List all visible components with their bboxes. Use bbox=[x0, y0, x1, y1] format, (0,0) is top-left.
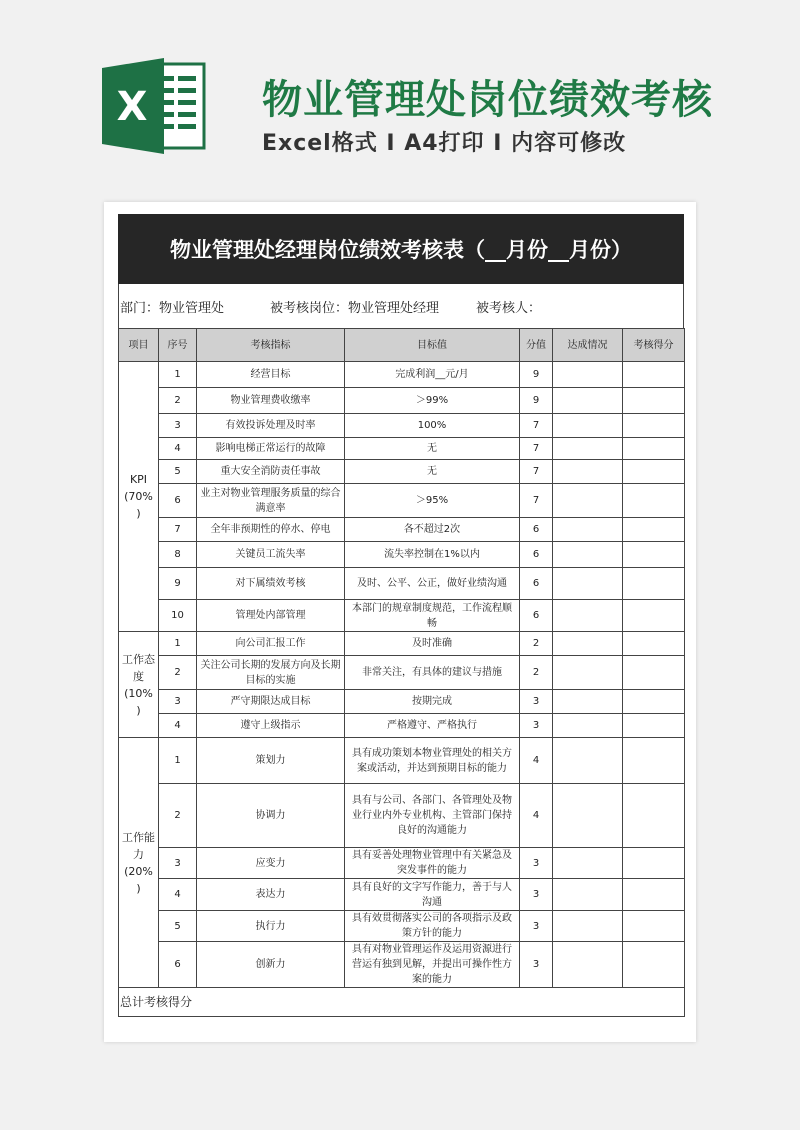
final-score-cell[interactable] bbox=[623, 632, 685, 656]
achievement-cell[interactable] bbox=[553, 388, 623, 414]
score-cell: 3 bbox=[520, 911, 553, 942]
table-row bbox=[119, 848, 685, 879]
table-row bbox=[119, 542, 685, 568]
achievement-cell[interactable] bbox=[553, 848, 623, 879]
index-cell: 4 bbox=[159, 714, 197, 738]
final-score-cell[interactable] bbox=[623, 542, 685, 568]
table-row bbox=[119, 362, 685, 388]
final-score-cell[interactable] bbox=[623, 714, 685, 738]
target-cell: 本部门的规章制度规范，工作流程顺畅 bbox=[345, 600, 520, 632]
target-cell: 非常关注，有具体的建议与措施 bbox=[345, 656, 520, 690]
indicator-cell: 向公司汇报工作 bbox=[197, 632, 345, 656]
final-score-cell[interactable] bbox=[623, 911, 685, 942]
score-cell: 3 bbox=[520, 879, 553, 911]
table-row bbox=[119, 600, 685, 632]
target-cell: 具有与公司、各部门、各管理处及物业行业内外专业机构、主管部门保持良好的沟通能力 bbox=[345, 784, 520, 848]
indicator-cell: 协调力 bbox=[197, 784, 345, 848]
score-cell: 3 bbox=[520, 690, 553, 714]
index-cell: 10 bbox=[159, 600, 197, 632]
indicator-cell: 严守期限达成目标 bbox=[197, 690, 345, 714]
achievement-cell[interactable] bbox=[553, 438, 623, 460]
achievement-cell[interactable] bbox=[553, 656, 623, 690]
target-cell: 完成利润__元/月 bbox=[345, 362, 520, 388]
final-score-cell[interactable] bbox=[623, 942, 685, 988]
column-header: 目标值 bbox=[345, 329, 520, 362]
final-score-cell[interactable] bbox=[623, 484, 685, 518]
table-row bbox=[119, 879, 685, 911]
achievement-cell[interactable] bbox=[553, 460, 623, 484]
target-cell: 无 bbox=[345, 438, 520, 460]
final-score-cell[interactable] bbox=[623, 600, 685, 632]
indicator-cell: 管理处内部管理 bbox=[197, 600, 345, 632]
index-cell: 9 bbox=[159, 568, 197, 600]
achievement-cell[interactable] bbox=[553, 738, 623, 784]
position-label: 被考核岗位：物业管理处经理 bbox=[270, 300, 440, 316]
indicator-cell: 创新力 bbox=[197, 942, 345, 988]
final-score-cell[interactable] bbox=[623, 568, 685, 600]
table-row bbox=[119, 632, 685, 656]
department-label: 部门：物业管理处 bbox=[120, 300, 225, 316]
achievement-cell[interactable] bbox=[553, 542, 623, 568]
table-row bbox=[119, 518, 685, 542]
target-cell: 具有妥善处理物业管理中有关紧急及突发事件的能力 bbox=[345, 848, 520, 879]
score-cell: 6 bbox=[520, 568, 553, 600]
table-row bbox=[119, 414, 685, 438]
page-title: 物业管理处岗位绩效考核 bbox=[262, 77, 713, 123]
total-row bbox=[119, 988, 685, 1017]
index-cell: 4 bbox=[159, 438, 197, 460]
column-header: 项目 bbox=[119, 329, 159, 362]
info-row bbox=[118, 284, 684, 328]
index-cell: 3 bbox=[159, 690, 197, 714]
indicator-cell: 关注公司长期的发展方向及长期目标的实施 bbox=[197, 656, 345, 690]
category-cell: 工作态 度 (10% ) bbox=[119, 632, 159, 738]
score-cell: 7 bbox=[520, 438, 553, 460]
column-header: 序号 bbox=[159, 329, 197, 362]
evaluation-sheet bbox=[118, 214, 684, 1017]
final-score-cell[interactable] bbox=[623, 388, 685, 414]
score-cell: 4 bbox=[520, 784, 553, 848]
table-row bbox=[119, 460, 685, 484]
column-header: 分值 bbox=[520, 329, 553, 362]
column-header: 考核得分 bbox=[623, 329, 685, 362]
page-header bbox=[0, 0, 800, 190]
indicator-cell: 物业管理费收缴率 bbox=[197, 388, 345, 414]
target-cell: 按期完成 bbox=[345, 690, 520, 714]
achievement-cell[interactable] bbox=[553, 879, 623, 911]
table-header-row bbox=[119, 329, 685, 362]
score-cell: 3 bbox=[520, 714, 553, 738]
target-cell: 具有对物业管理运作及运用资源进行营运有独到见解，并提出可操作性方案的能力 bbox=[345, 942, 520, 988]
achievement-cell[interactable] bbox=[553, 518, 623, 542]
achievement-cell[interactable] bbox=[553, 911, 623, 942]
score-cell: 3 bbox=[520, 942, 553, 988]
table-row bbox=[119, 942, 685, 988]
target-cell: ＞95% bbox=[345, 484, 520, 518]
final-score-cell[interactable] bbox=[623, 879, 685, 911]
target-cell: 具有良好的文字写作能力，善于与人沟通 bbox=[345, 879, 520, 911]
achievement-cell[interactable] bbox=[553, 942, 623, 988]
document-paper bbox=[104, 202, 696, 1042]
index-cell: 7 bbox=[159, 518, 197, 542]
index-cell: 2 bbox=[159, 656, 197, 690]
page-subtitle: Excel格式 I A4打印 I 内容可修改 bbox=[262, 131, 627, 156]
score-cell: 9 bbox=[520, 362, 553, 388]
achievement-cell[interactable] bbox=[553, 484, 623, 518]
score-cell: 6 bbox=[520, 518, 553, 542]
final-score-cell[interactable] bbox=[623, 518, 685, 542]
table-row bbox=[119, 911, 685, 942]
index-cell: 1 bbox=[159, 738, 197, 784]
excel-icon bbox=[102, 58, 208, 154]
final-score-cell[interactable] bbox=[623, 438, 685, 460]
achievement-cell[interactable] bbox=[553, 568, 623, 600]
achievement-cell[interactable] bbox=[553, 714, 623, 738]
final-score-cell[interactable] bbox=[623, 738, 685, 784]
category-cell: 工作能 力 (20% ) bbox=[119, 738, 159, 988]
table-row bbox=[119, 784, 685, 848]
score-cell: 3 bbox=[520, 848, 553, 879]
table-row bbox=[119, 438, 685, 460]
score-cell: 7 bbox=[520, 414, 553, 438]
target-cell: 各不超过2次 bbox=[345, 518, 520, 542]
final-score-cell[interactable] bbox=[623, 848, 685, 879]
table-row bbox=[119, 714, 685, 738]
index-cell: 5 bbox=[159, 911, 197, 942]
table-body bbox=[119, 362, 685, 988]
index-cell: 1 bbox=[159, 632, 197, 656]
final-score-cell[interactable] bbox=[623, 362, 685, 388]
table-row bbox=[119, 656, 685, 690]
score-cell: 6 bbox=[520, 600, 553, 632]
table-row bbox=[119, 738, 685, 784]
category-cell: KPI (70% ) bbox=[119, 362, 159, 632]
final-score-cell[interactable] bbox=[623, 690, 685, 714]
achievement-cell[interactable] bbox=[553, 784, 623, 848]
achievement-cell[interactable] bbox=[553, 632, 623, 656]
index-cell: 8 bbox=[159, 542, 197, 568]
index-cell: 5 bbox=[159, 460, 197, 484]
target-cell: 无 bbox=[345, 460, 520, 484]
score-cell: 2 bbox=[520, 632, 553, 656]
sheet-title: 物业管理处经理岗位绩效考核表（__月份__月份） bbox=[118, 214, 684, 284]
index-cell: 3 bbox=[159, 414, 197, 438]
indicator-cell: 全年非预期性的停水、停电 bbox=[197, 518, 345, 542]
index-cell: 6 bbox=[159, 942, 197, 988]
achievement-cell[interactable] bbox=[553, 362, 623, 388]
index-cell: 1 bbox=[159, 362, 197, 388]
column-header: 考核指标 bbox=[197, 329, 345, 362]
achievement-cell[interactable] bbox=[553, 600, 623, 632]
indicator-cell: 重大安全消防责任事故 bbox=[197, 460, 345, 484]
target-cell: 及时、公平、公正，做好业绩沟通 bbox=[345, 568, 520, 600]
target-cell: ＞99% bbox=[345, 388, 520, 414]
index-cell: 6 bbox=[159, 484, 197, 518]
target-cell: 流失率控制在1%以内 bbox=[345, 542, 520, 568]
score-cell: 2 bbox=[520, 656, 553, 690]
target-cell: 及时准确 bbox=[345, 632, 520, 656]
person-label: 被考核人： bbox=[476, 300, 542, 316]
indicator-cell: 影响电梯正常运行的故障 bbox=[197, 438, 345, 460]
indicator-cell: 经营目标 bbox=[197, 362, 345, 388]
final-score-cell[interactable] bbox=[623, 460, 685, 484]
final-score-cell[interactable] bbox=[623, 414, 685, 438]
target-cell: 100% bbox=[345, 414, 520, 438]
target-cell: 严格遵守、严格执行 bbox=[345, 714, 520, 738]
index-cell: 3 bbox=[159, 848, 197, 879]
indicator-cell: 业主对物业管理服务质量的综合满意率 bbox=[197, 484, 345, 518]
column-header: 达成情况 bbox=[553, 329, 623, 362]
indicator-cell: 对下属绩效考核 bbox=[197, 568, 345, 600]
indicator-cell: 关键员工流失率 bbox=[197, 542, 345, 568]
index-cell: 2 bbox=[159, 388, 197, 414]
score-cell: 4 bbox=[520, 738, 553, 784]
achievement-cell[interactable] bbox=[553, 690, 623, 714]
final-score-cell[interactable] bbox=[623, 656, 685, 690]
indicator-cell: 执行力 bbox=[197, 911, 345, 942]
score-cell: 9 bbox=[520, 388, 553, 414]
table-row bbox=[119, 388, 685, 414]
index-cell: 2 bbox=[159, 784, 197, 848]
target-cell: 具有效贯彻落实公司的各项指示及政策方针的能力 bbox=[345, 911, 520, 942]
achievement-cell[interactable] bbox=[553, 414, 623, 438]
indicator-cell: 表达力 bbox=[197, 879, 345, 911]
table-row bbox=[119, 690, 685, 714]
target-cell: 具有成功策划本物业管理处的相关方案或活动，并达到预期目标的能力 bbox=[345, 738, 520, 784]
indicator-cell: 应变力 bbox=[197, 848, 345, 879]
index-cell: 4 bbox=[159, 879, 197, 911]
final-score-cell[interactable] bbox=[623, 784, 685, 848]
score-cell: 7 bbox=[520, 484, 553, 518]
total-label: 总计考核得分 bbox=[119, 988, 685, 1017]
table-row bbox=[119, 568, 685, 600]
table-row bbox=[119, 484, 685, 518]
score-cell: 7 bbox=[520, 460, 553, 484]
indicator-cell: 有效投诉处理及时率 bbox=[197, 414, 345, 438]
logo-letter: X bbox=[116, 84, 148, 130]
indicator-cell: 策划力 bbox=[197, 738, 345, 784]
indicator-cell: 遵守上级指示 bbox=[197, 714, 345, 738]
score-cell: 6 bbox=[520, 542, 553, 568]
evaluation-table bbox=[118, 328, 685, 1017]
